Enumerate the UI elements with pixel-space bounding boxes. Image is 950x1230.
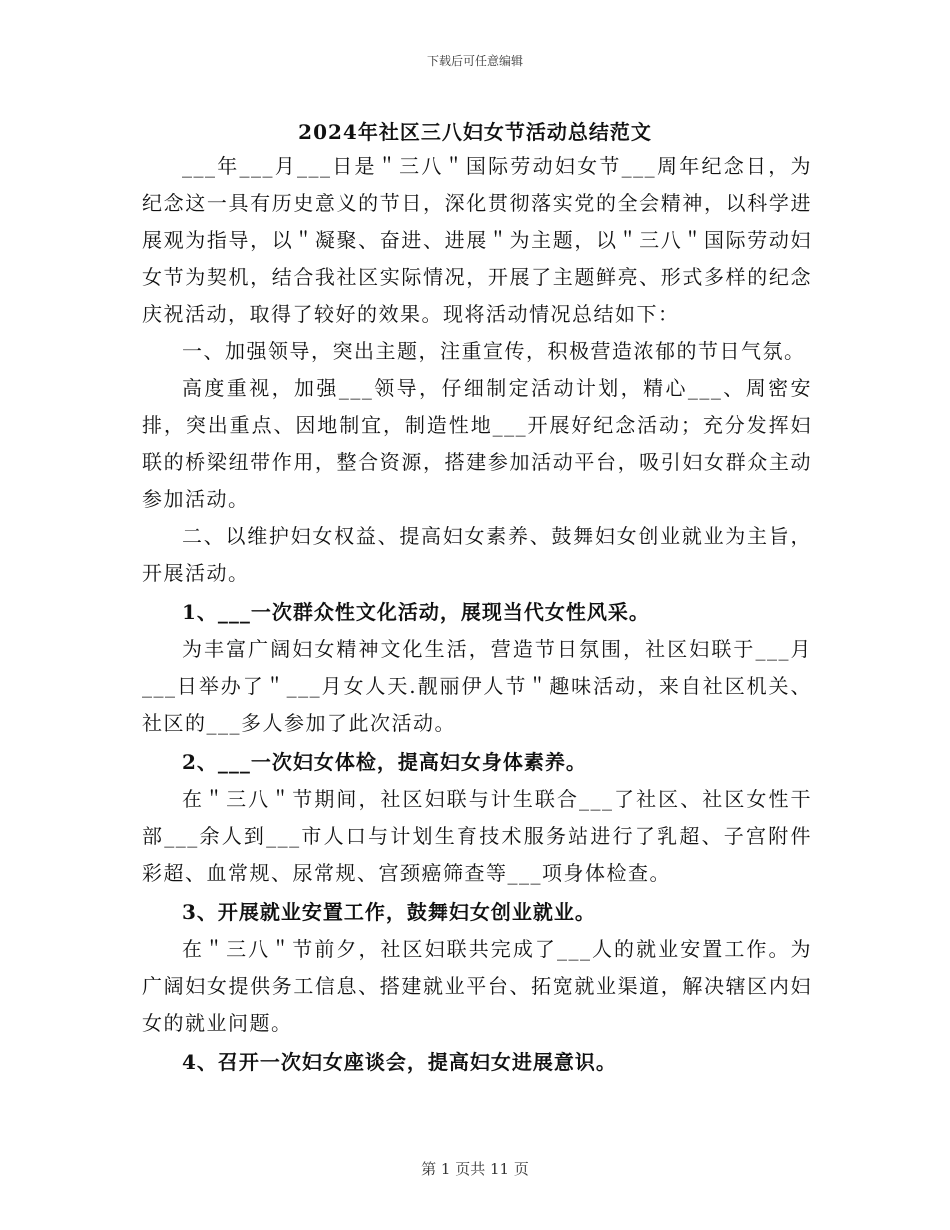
body-paragraph: 在＂三八＂节期间，社区妇联与计生联合___了社区、社区女性干部___余人到___市人口与计划生育技术服务站进行了乳超、子宫附件彩超、血常规、尿常规、宫颈癌筛查等___项身体检查。 bbox=[142, 787, 812, 885]
subheading-2: 2、___一次妇女体检，提高妇女身体素养。 bbox=[182, 750, 587, 774]
intro-paragraph: ___年___月___日是＂三八＂国际劳动妇女节___周年纪念日，为纪念这一具有历史意义的节日，深化贯彻落实党的全会精神，以科学进展观为指导，以＂凝聚、奋进、进展＂为主题，以＂三八＂国际劳动妇女节为契机，结合我社区实际情况，开展了主题鲜亮、形式多样的纪念庆祝活动，取得了较好的效果。现将活动情况总结如下： bbox=[142, 154, 812, 326]
body-paragraph: 在＂三八＂节前夕，社区妇联共完成了___人的就业安置工作。为广阔妇女提供务工信息、搭建就业平台、拓宽就业渠道，解决辖区内妇女的就业问题。 bbox=[142, 937, 812, 1035]
section-heading-2: 二、以维护妇女权益、提高妇女素养、鼓舞妇女创业就业为主旨，开展活动。 bbox=[142, 524, 812, 585]
subheading-4: 4、召开一次妇女座谈会，提高妇女进展意识。 bbox=[182, 1050, 617, 1074]
body-paragraph: 为丰富广阔妇女精神文化生活，营造节日氛围，社区妇联于___月___日举办了＂___月女人天.靓丽伊人节＂趣味活动，来自社区机关、社区的___多人参加了此次活动。 bbox=[142, 637, 812, 735]
subheading-3: 3、开展就业安置工作，鼓舞妇女创业就业。 bbox=[182, 900, 596, 924]
body-paragraph: 高度重视，加强___领导，仔细制定活动计划，精心___、周密安排，突出重点、因地制宜，制造性地___开展好纪念活动；充分发挥妇联的桥梁纽带作用，整合资源，搭建参加活动平台，吸引妇女群众主动参加活动。 bbox=[142, 376, 812, 511]
document-title: 2024年社区三八妇女节活动总结范文 bbox=[298, 120, 652, 144]
section-heading-1: 一、加强领导，突出主题，注重宣传，积极营造浓郁的节日气氛。 bbox=[182, 339, 806, 363]
page-footer: 第 1 页共 11 页 bbox=[421, 1160, 529, 1178]
document-body bbox=[142, 148, 812, 1081]
subheading-1: 1、___一次群众性文化活动，展现当代女性风采。 bbox=[182, 600, 650, 624]
page-header: 下载后可任意编辑 bbox=[426, 54, 523, 68]
